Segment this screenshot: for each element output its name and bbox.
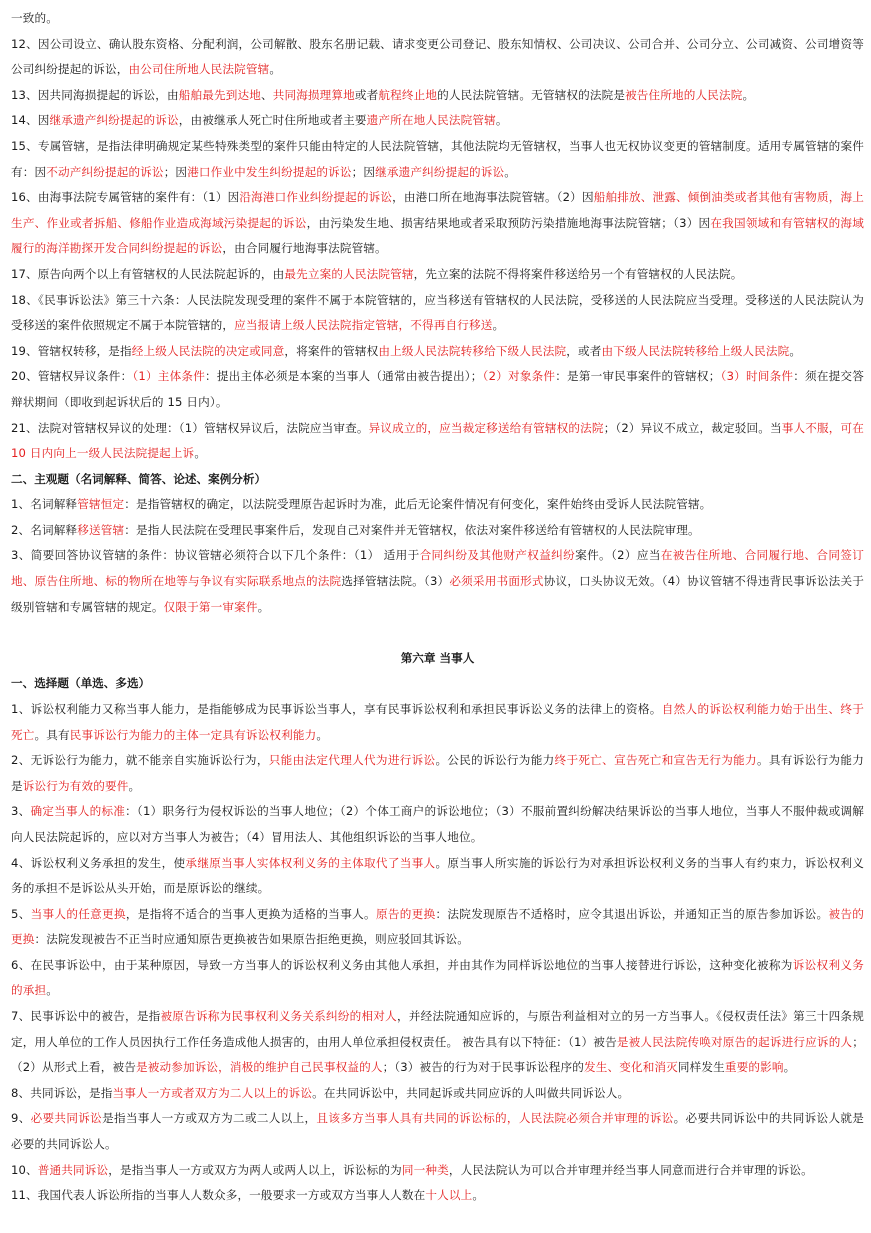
text-run: 16、由海事法院专属管辖的案件有：（1）因	[11, 190, 240, 205]
highlighted-text: 十人以上	[425, 1188, 473, 1203]
text-run: 11、我国代表人诉讼所指的当事人人数众多，一般要求一方或双方当事人人数在	[11, 1188, 426, 1203]
text-run: 2、无诉讼行为能力，就不能亲自实施诉讼行为，	[11, 753, 269, 768]
highlighted-text: 事人不服，可在 10 日内向上一级人民法院提起上诉	[11, 420, 864, 461]
paragraph	[11, 339, 864, 365]
paragraph	[11, 953, 864, 1004]
text-run: 选择管辖法院。（3）	[341, 574, 450, 589]
highlighted-text: 当事人的任意更换	[30, 906, 126, 921]
highlighted-text: 在我国领域和有管辖权的海域履行的海洋勘探开发合同纠纷提起的诉讼	[11, 215, 864, 256]
text-run: 6、在民事诉讼中，由于某种原因，导致一方当事人的诉讼权利义务由其他人承担，并由其作为同样诉讼地位的当事人接替进行诉讼，这种变化被称为	[11, 957, 793, 972]
highlighted-text: 必要共同诉讼	[30, 1111, 103, 1126]
paragraph	[11, 902, 864, 953]
highlighted-text: 合同纠纷及其他财产权益纠纷	[419, 548, 576, 563]
paragraph	[11, 851, 864, 902]
text-run: ：是指人民法院在受理民事案件后，发现自己对案件并无管辖权，依法对案件移送给有管辖权的人民法院审理。	[124, 522, 700, 537]
highlighted-text: 是被动参加诉讼，消极的维护自己民事权益的人	[135, 1060, 383, 1075]
text-run: ；（2）异议不成立，裁定驳回。当	[603, 420, 782, 435]
highlighted-text: （1）主体条件	[132, 369, 206, 384]
paragraph	[11, 492, 864, 518]
highlighted-text: 遗产所在地人民法院管辖	[366, 113, 496, 128]
text-run: 。具有	[34, 727, 70, 742]
text-run: 17、原告向两个以上有管辖权的人民法院起诉的，由	[11, 266, 285, 281]
paragraph	[11, 543, 864, 620]
highlighted-text: 重要的影响	[724, 1060, 784, 1075]
paragraph	[11, 1106, 864, 1157]
paragraph	[11, 364, 864, 415]
section-heading-choice: 一、选择题（单选、多选）	[11, 676, 151, 691]
text-run: 。公民的诉讼行为能力	[435, 753, 555, 768]
text-run: 。	[504, 164, 517, 179]
jurisdiction-choice-items	[11, 6, 864, 467]
paragraph	[11, 288, 864, 339]
text-run: 15、专属管辖，是指法律明确规定某些特殊类型的案件只能由特定的人民法院管辖，其他法院均无管辖权，当事人也无权协议变更的管辖制度。适用专属管辖的案件有：因	[11, 138, 864, 179]
highlighted-text: 诉讼行为有效的要件	[22, 778, 129, 793]
text-run: 。原当事人所实施的诉讼行为对承担诉讼权利义务的当事人有约束力，诉讼权利义务的承担不是诉讼从头开始，而是原诉讼的继续。	[11, 855, 865, 896]
text-run: 5、	[11, 906, 31, 921]
document-page	[11, 6, 864, 1209]
highlighted-text: 异议成立的，应当裁定移送给有管辖权的法院	[368, 420, 604, 435]
highlighted-text: 是被人民法院传唤对原告的起诉进行应诉的人	[616, 1034, 853, 1049]
highlighted-text: 发生、变化和消灭	[583, 1060, 678, 1075]
text-run: 3、简要回答协议管辖的条件：协议管辖必须符合以下几个条件：（1） 适用于	[11, 548, 420, 563]
text-run: 19、管辖权转移，是指	[11, 343, 132, 358]
text-run: 。	[46, 983, 58, 998]
paragraph	[11, 83, 864, 109]
paragraph	[11, 1158, 864, 1184]
text-run: ，由合同履行地海事法院管辖。	[222, 241, 387, 256]
highlighted-text: 共同海损理算地	[272, 87, 355, 102]
text-run: 13、因共同海损提起的诉讼，由	[11, 87, 179, 102]
text-run: 协议，口头协议无效。（4）协议管辖不得违背民事诉讼法关于级别管辖和专属管辖的规定。	[11, 574, 865, 614]
text-run: 。	[783, 1060, 796, 1075]
party-choice-items	[11, 697, 864, 1209]
highlighted-text: 经上级人民法院的决定或同意	[131, 343, 285, 358]
text-run: 1、诉讼权利能力又称当事人能力，是指能够成为民事诉讼当事人，享有民事诉讼权利和承担民事诉讼义务的法律上的资格。	[11, 701, 662, 716]
text-run: 。	[742, 87, 755, 102]
text-run: ，是指当事人一方或双方为两人或两人以上，诉讼标的为	[108, 1162, 402, 1177]
text-run: ，由污染发生地、损害结果地或者采取预防污染措施地海事法院管辖；（3）因	[306, 215, 711, 230]
spacer	[11, 620, 864, 646]
text-run: ：法院发现原告不适格时，应令其退出诉讼，并通知正当的原告参加诉讼。	[435, 906, 829, 921]
text-run: 。必要共同诉讼中的共同诉讼人就是必要的共同诉讼人。	[11, 1111, 864, 1152]
highlighted-text: 当事人一方或者双方为二人以上的诉讼	[112, 1085, 313, 1100]
highlighted-text: 被告的更换	[11, 906, 864, 947]
text-run: 10、	[11, 1162, 38, 1177]
text-run: 1、名词解释	[11, 497, 78, 512]
paragraph	[11, 518, 864, 544]
text-run: 同样发生	[677, 1060, 725, 1075]
text-run: 。	[194, 446, 207, 461]
paragraph	[11, 32, 864, 83]
highlighted-text: 由上级人民法院转移给下级人民法院	[378, 343, 567, 358]
highlighted-text: 确定当事人的标准	[30, 804, 126, 819]
paragraph	[11, 697, 864, 748]
highlighted-text: 由公司住所地人民法院管辖	[128, 62, 270, 77]
paragraph	[11, 262, 864, 288]
highlighted-text: 应当报请上级人民法院指定管辖，不得再自行移送	[234, 318, 493, 333]
text-run: 2、名词解释	[11, 522, 78, 537]
highlighted-text: 且该多方当事人具有共同的诉讼标的，人民法院必须合并审理的诉讼	[316, 1111, 674, 1126]
section-heading-subjective: 二、主观题（名词解释、简答、论述、案例分析）	[11, 471, 267, 486]
paragraph	[11, 416, 864, 467]
highlighted-text: 只能由法定代理人代为进行诉讼	[268, 753, 436, 768]
text-run: ：法院发现被告不正当时应通知原告更换被告如果原告拒绝更换，则应驳回其诉讼。	[34, 932, 470, 947]
text-run: 。	[128, 778, 141, 793]
text-run: 。	[269, 62, 282, 77]
text-run: ，并经法院通知应诉的，与原告利益相对立的另一方当事人。《侵权责任法》第三十四条规定，用人单位的工作人员因执行工作任务造成他人损害的，由用人单位承担侵权责任。 被告具有以下特征：（1）被告	[11, 1009, 864, 1049]
text-run: 7、民事诉讼中的被告，是指	[11, 1009, 161, 1024]
highlighted-text: 同一种类	[401, 1162, 449, 1177]
highlighted-text: 必须采用书面形式	[449, 574, 544, 589]
text-run: 或者	[354, 87, 379, 102]
text-run: 案件。（2）应当	[575, 548, 661, 563]
paragraph	[11, 185, 864, 262]
highlighted-text: （2）对象条件	[482, 369, 556, 384]
paragraph	[11, 748, 864, 799]
text-run: ，由被继承人死亡时住所地或者主要	[178, 113, 367, 128]
text-run: ：（1）职务行为侵权诉讼的当事人地位；（2）个体工商户的诉讼地位；（3）不服前置纠纷解决结果诉讼的当事人地位，当事人不服仲裁或调解向人民法院起诉的，应以对方当事人为被告；（4）冒用法人、其他组织诉讼的当事人地位。	[11, 804, 864, 844]
text-run: 一致的。	[11, 11, 58, 25]
text-run: ，或者	[566, 343, 602, 358]
text-run: 。	[492, 318, 505, 333]
highlighted-text: 继承遗产纠纷提起的诉讼	[375, 164, 505, 179]
text-run: 20、管辖权异议条件：	[11, 369, 133, 384]
paragraph	[11, 1004, 864, 1081]
text-run: ：提出主体必须是本案的当事人（通常由被告提出）；	[205, 369, 483, 384]
text-run: 4、诉讼权利义务承担的发生，使	[11, 855, 186, 870]
text-run: 。具有诉讼行为能力是	[11, 753, 864, 793]
text-run: ，是指将不适合的当事人更换为适格的当事人。	[125, 906, 376, 921]
highlighted-text: 继承遗产纠纷提起的诉讼	[49, 113, 179, 128]
highlighted-text: （3）时间条件	[720, 369, 794, 384]
highlighted-text: 终于死亡、宣告死亡和宣告无行为能力	[554, 753, 757, 768]
text-run: ：是指管辖权的确定，以法院受理原告起诉时为准，此后无论案件情况有何变化，案件始终由受诉人民法院管辖。	[124, 497, 712, 512]
paragraph	[11, 108, 864, 134]
subjective-items	[11, 492, 864, 620]
highlighted-text: 原告的更换	[375, 906, 436, 921]
highlighted-text: 最先立案的人民法院管辖	[284, 266, 414, 281]
text-run: 、	[260, 87, 273, 102]
paragraph	[11, 799, 864, 850]
highlighted-text: 航程终止地	[378, 87, 438, 102]
highlighted-text: 由下级人民法院转移给上级人民法院	[601, 343, 790, 358]
highlighted-text: 在被告住所地、合同履行地、合同签订地、原告住所地、标的物所在地等与争议有实际联系地点的法院	[11, 548, 865, 589]
text-run: 14、因	[11, 113, 50, 128]
text-run: ；（3）被告的行为对于民事诉讼程序的	[382, 1060, 584, 1075]
highlighted-text: 被原告诉称为民事权利义务关系纠纷的相对人	[160, 1009, 397, 1024]
highlighted-text: 管辖恒定	[77, 497, 125, 512]
text-run: 12、因公司设立、确认股东资格、分配利润，公司解散、股东名册记载、请求变更公司登记、股东知情权、公司决议、公司合并、公司分立、公司减资、公司增资等公司纠纷提起的诉讼，	[11, 36, 864, 77]
text-run: ：须在提交答辩状期间（即收到起诉状后的 15 日内）。	[11, 369, 864, 409]
text-run: 。	[316, 727, 329, 742]
text-run: 3、	[11, 804, 31, 819]
text-run: ；因	[351, 164, 376, 179]
text-run: 。	[495, 113, 508, 128]
highlighted-text: 承继原当事人实体权利义务的主体取代了当事人	[185, 855, 436, 870]
paragraph	[11, 134, 864, 185]
highlighted-text: 港口作业中发生纠纷提起的诉讼	[187, 164, 352, 179]
text-run: 。	[257, 599, 270, 614]
paragraph	[11, 6, 864, 32]
highlighted-text: 船舶排放、泄露、倾倒油类或者其他有害物质，海上生产、作业或者拆船、修船作业造成海域污染提起的诉讼	[11, 190, 865, 230]
text-run: ，由港口所在地海事法院管辖。（2）因	[392, 190, 594, 205]
text-run: 是指当事人一方或双方为二或二人以上，	[102, 1111, 317, 1126]
text-run: ；因	[163, 164, 188, 179]
chapter-title: 第六章 当事人	[400, 650, 475, 665]
text-run: ：是第一审民事案件的管辖权；	[555, 369, 721, 384]
highlighted-text: 船舶最先到达地	[178, 87, 261, 102]
highlighted-text: 民事诉讼行为能力的主体一定具有诉讼权利能力	[69, 727, 317, 742]
text-run: ，人民法院认为可以合并审理并经当事人同意而进行合并审理的诉讼。	[448, 1162, 813, 1177]
highlighted-text: 不动产纠纷提起的诉讼	[46, 164, 164, 179]
highlighted-text: 沿海港口作业纠纷提起的诉讼	[239, 190, 393, 205]
text-run: ；（2）从形式上看，被告	[11, 1034, 864, 1075]
text-run: ，将案件的管辖权	[284, 343, 379, 358]
highlighted-text: 移送管辖	[77, 522, 125, 537]
highlighted-text: 被告住所地的人民法院	[625, 87, 743, 102]
highlighted-text: 诉讼权利义务的承担	[11, 957, 865, 998]
text-run: 的人民法院管辖。无管辖权的法院是	[437, 87, 626, 102]
text-run: 21、法院对管辖权异议的处理：（1）管辖权异议后，法院应当审查。	[11, 420, 369, 435]
text-run: ，先立案的法院不得将案件移送给另一个有管辖权的人民法院。	[413, 266, 743, 281]
text-run: 。在共同诉讼中，共同起诉或共同应诉的人叫做共同诉讼人。	[312, 1085, 630, 1100]
text-run: 。	[472, 1188, 485, 1203]
text-run: 8、共同诉讼，是指	[11, 1085, 113, 1100]
highlighted-text: 仅限于第一审案件	[163, 599, 258, 614]
paragraph	[11, 1183, 864, 1209]
text-run: 。	[789, 343, 802, 358]
paragraph	[11, 1081, 864, 1107]
highlighted-text: 普通共同诉讼	[37, 1162, 109, 1177]
text-run: 9、	[11, 1111, 31, 1126]
highlighted-text: 自然人的诉讼权利能力始于出生、终于死亡	[11, 701, 864, 742]
text-run: 18、《民事诉讼法》第三十六条：人民法院发现受理的案件不属于本院管辖的，应当移送有管辖权的人民法院，受移送的人民法院应当受理。受移送的人民法院认为受移送的案件依照规定不属于本院管辖的，	[11, 292, 864, 333]
